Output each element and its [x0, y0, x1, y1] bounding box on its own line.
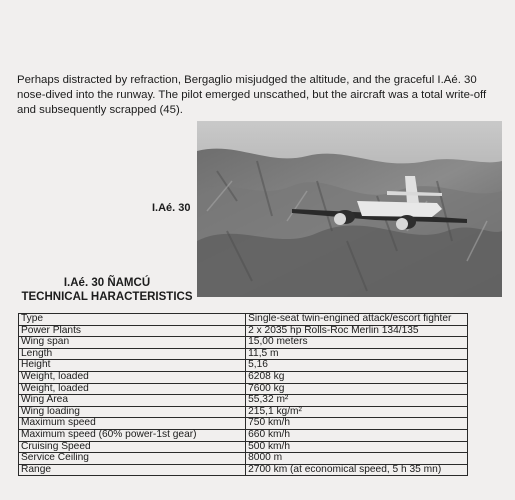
- table-row: [19, 406, 468, 418]
- spec-value: 15,00 meters: [246, 337, 468, 349]
- table-title-line1: I.Aé. 30 ÑAMCÚ: [63, 277, 151, 289]
- body-paragraph: Perhaps distracted by refraction, Bergaglio misjudged the altitude, and the graceful I.Aé. 30 nose-dived into the runway. The pilot emerged unscathed, but the aircraft was a total write-off and subsequently scrapped (45).: [17, 74, 487, 116]
- table-row: [19, 371, 468, 383]
- table-row: [19, 314, 468, 326]
- aircraft-photo: [197, 121, 502, 297]
- spec-label: Wing span: [19, 337, 246, 349]
- spec-label: Height: [19, 360, 246, 372]
- spec-label: Wing Area: [19, 395, 246, 407]
- table-row: [19, 441, 468, 453]
- photo-caption: I.Aé. 30: [152, 202, 191, 214]
- aircraft-photo-graphic: [197, 121, 502, 297]
- spec-label: Range: [19, 464, 246, 476]
- table-row: [19, 383, 468, 395]
- table-row: [19, 418, 468, 430]
- spec-value: Single-seat twin-engined attack/escort fighter: [246, 314, 468, 326]
- spec-value: 11,5 m: [246, 348, 468, 360]
- table-row: [19, 348, 468, 360]
- table-title-line2: TECHNICAL HARACTERISTICS: [21, 291, 193, 303]
- spec-label: Power Plants: [19, 325, 246, 337]
- table-row: [19, 464, 468, 476]
- spec-value: 215,1 kg/m²: [246, 406, 468, 418]
- table-row: [19, 337, 468, 349]
- spec-value: 7600 kg: [246, 383, 468, 395]
- spec-label: Length: [19, 348, 246, 360]
- spec-value: 55,32 m²: [246, 395, 468, 407]
- spec-value: 500 km/h: [246, 441, 468, 453]
- table-row: [19, 453, 468, 465]
- spec-label: Maximum speed: [19, 418, 246, 430]
- spec-label: Wing loading: [19, 406, 246, 418]
- spec-label: Maximum speed (60% power-1st gear): [19, 429, 246, 441]
- spec-value: 8000 m: [246, 453, 468, 465]
- spec-value: 5,16: [246, 360, 468, 372]
- table-title: [17, 276, 197, 304]
- table-row: [19, 325, 468, 337]
- table-row: [19, 429, 468, 441]
- spec-value: 6208 kg: [246, 371, 468, 383]
- spec-value: 750 km/h: [246, 418, 468, 430]
- table-row: [19, 360, 468, 372]
- spec-label: Cruising Speed: [19, 441, 246, 453]
- table-row: [19, 395, 468, 407]
- spec-label: Type: [19, 314, 246, 326]
- spec-value: 2700 km (at economical speed, 5 h 35 mn): [246, 464, 468, 476]
- spec-label: Service Ceiling: [19, 453, 246, 465]
- technical-specs-table: [18, 313, 468, 476]
- spec-value: 660 km/h: [246, 429, 468, 441]
- spec-label: Weight, loaded: [19, 383, 246, 395]
- spec-value: 2 x 2035 hp Rolls-Roc Merlin 134/135: [246, 325, 468, 337]
- spec-label: Weight, loaded: [19, 371, 246, 383]
